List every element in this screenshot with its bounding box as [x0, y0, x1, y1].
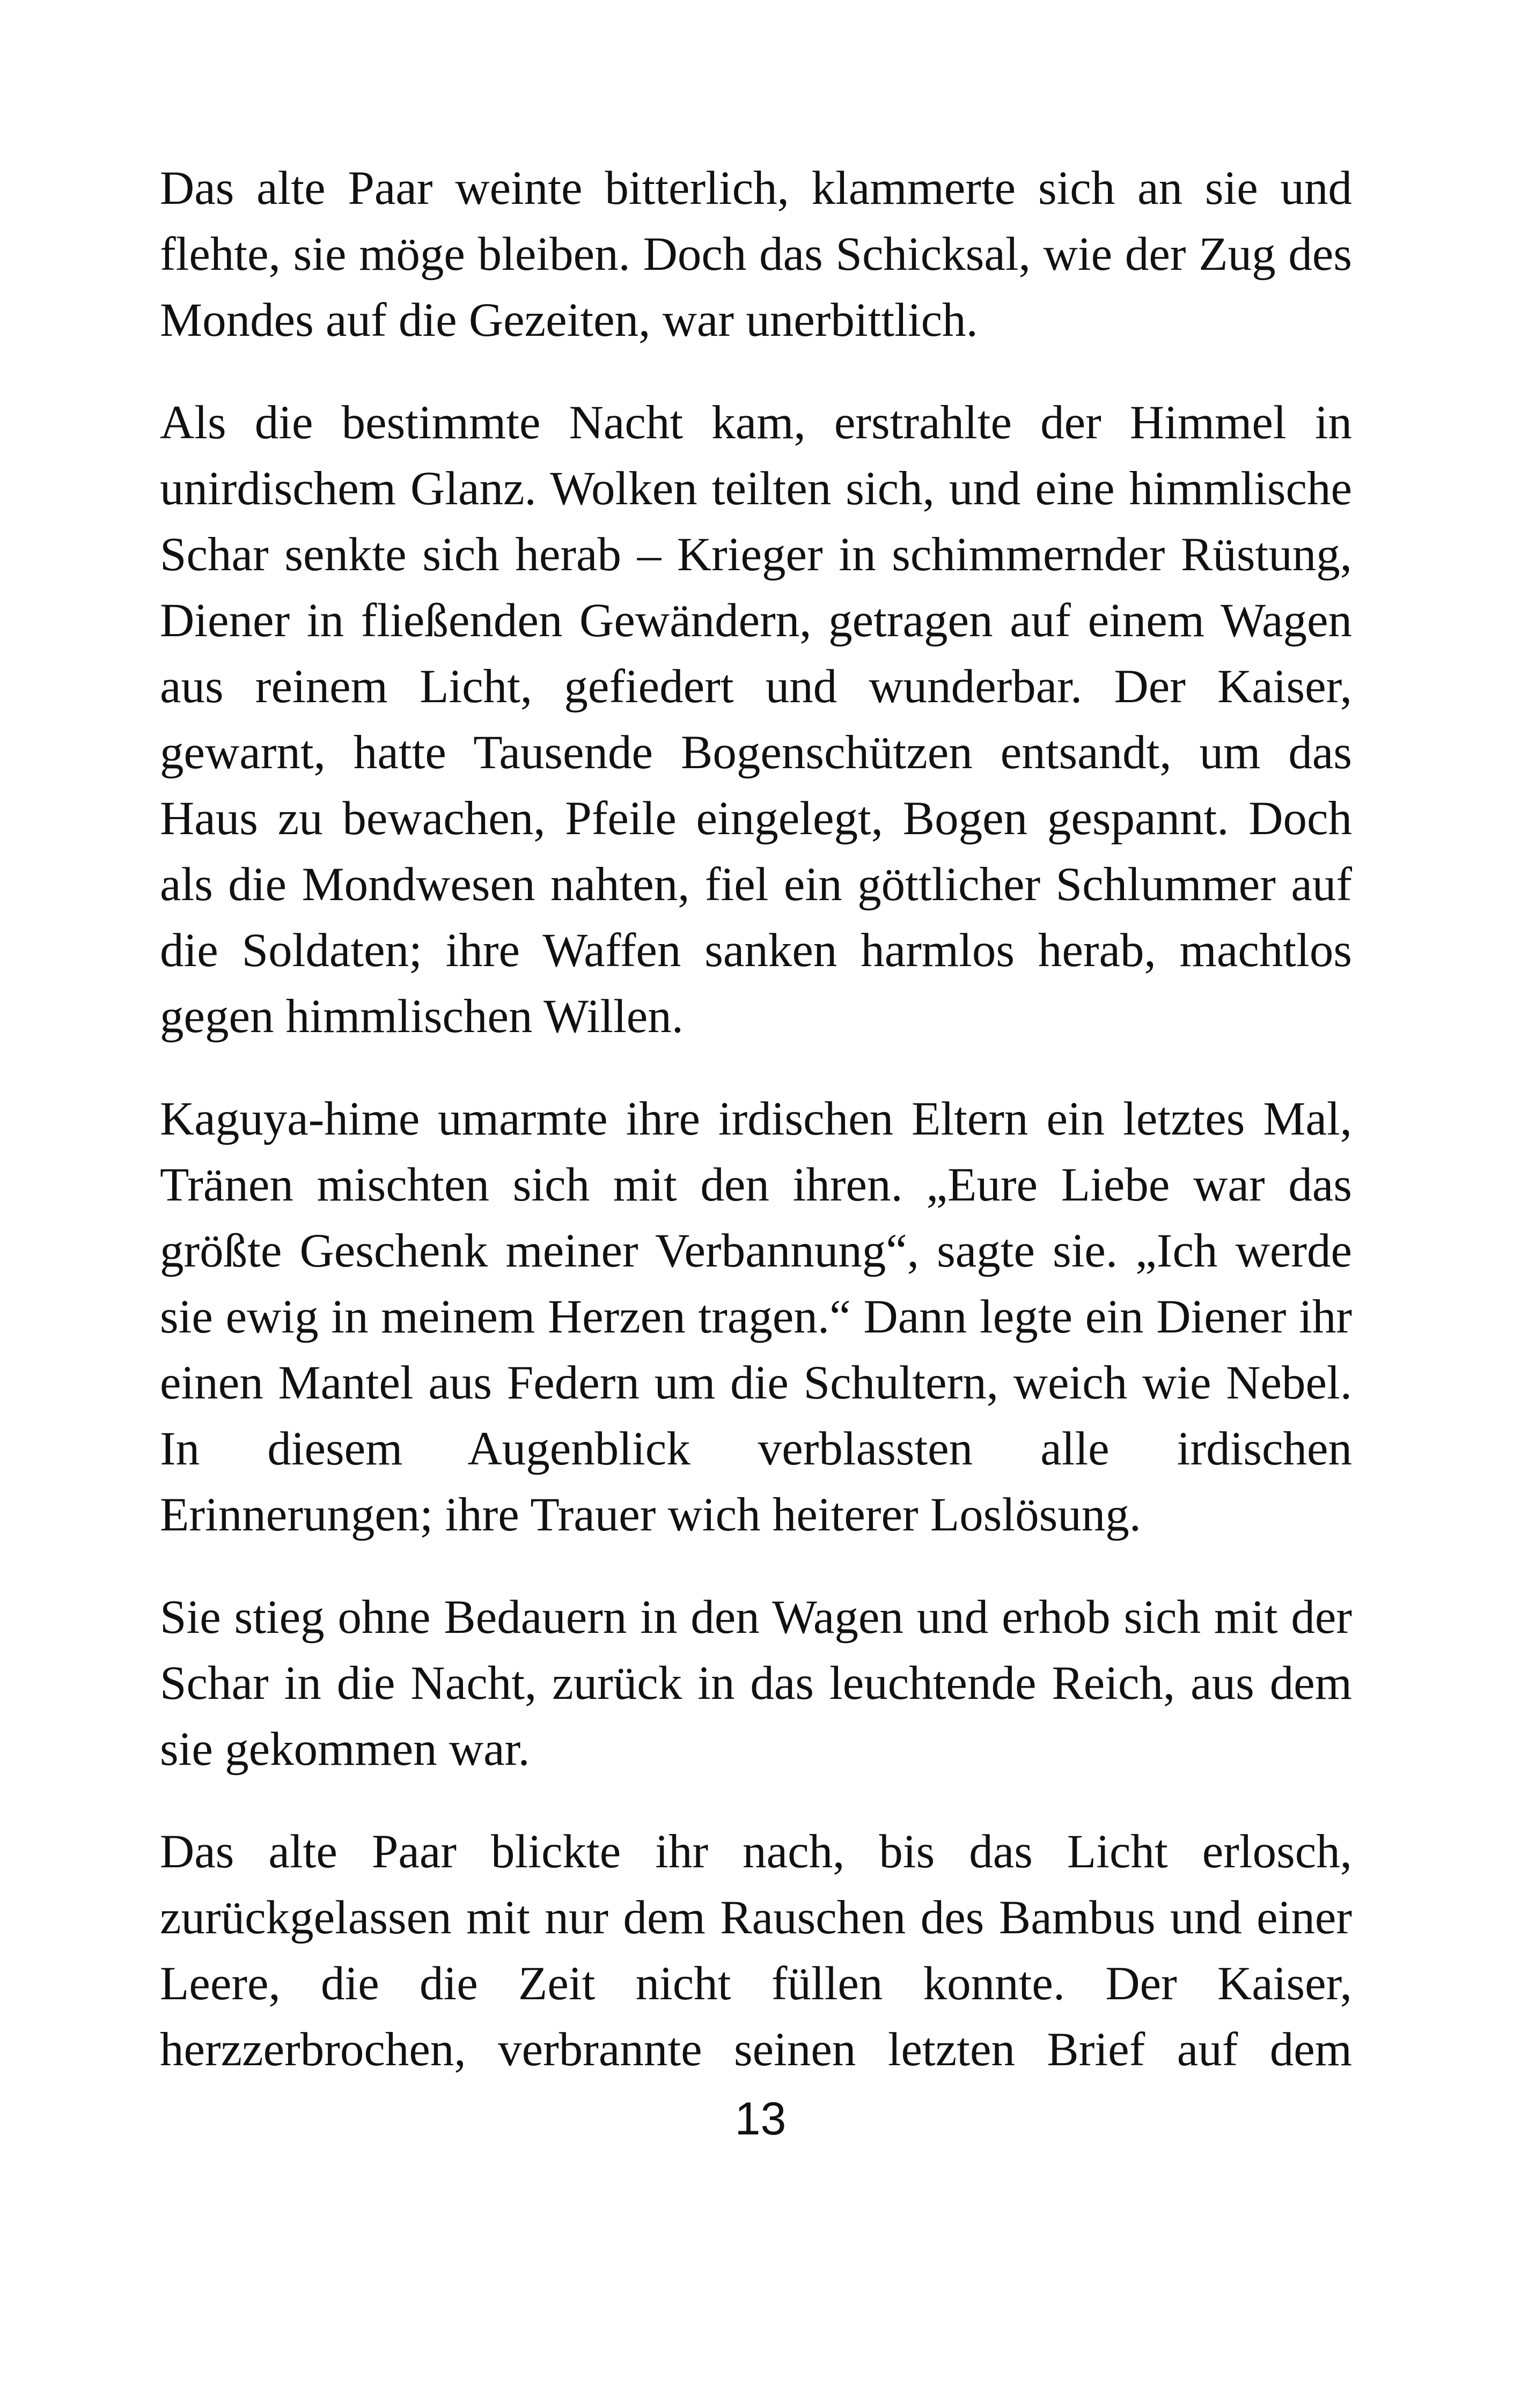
- page-number: 13: [734, 2093, 787, 2145]
- paragraph-1: Das alte Paar weinte bitterlich, klammerte sich an sie und flehte, sie möge bleiben. Doch das Schicksal, wie der Zug des Mondes auf die Gezeiten, war unerbittlich.: [160, 162, 1352, 347]
- paragraph-5: Das alte Paar blickte ihr nach, bis das Licht erlosch, zurückgelassen mit nur dem Rauschen des Bambus und einer Leere, die die Zeit nicht füllen konnte. Der Kaiser, herzzerbrochen, verbrannte seinen letzten Brief auf dem: [160, 1825, 1352, 2076]
- paragraph-4: Sie stieg ohne Bedauern in den Wagen und erhob sich mit der Schar in die Nacht, zurück in das leuchtende Reich, aus dem sie gekommen war.: [160, 1591, 1352, 1776]
- body-text: [160, 156, 1352, 2083]
- paragraph-2: Als die bestimmte Nacht kam, erstrahlte der Himmel in unirdischem Glanz. Wolken teilten sich, und eine himmlische Schar senkte sich herab – Krieger in schimmernder Rüstung, Diener in fließenden Gewändern, getragen auf einem Wagen aus reinem Licht, gefiedert und wunderbar. Der Kaiser, gewarnt, hatte Tausende Bogenschützen entsandt, um das Haus zu bewachen, Pfeile eingelegt, Bogen gespannt. Doch als die Mondwesen nahten, fiel ein göttlicher Schlummer auf die Soldaten; ihre Waffen sanken harmlos herab, machtlos gegen himmlischen Willen.: [160, 396, 1352, 1043]
- paragraph-3: Kaguya-hime umarmte ihre irdischen Eltern ein letztes Mal, Tränen mischten sich mit den ihren. „Eure Liebe war das größte Geschenk meiner Verbannung“, sagte sie. „Ich werde sie ewig in meinem Herzen tragen.“ Dann legte ein Diener ihr einen Mantel aus Federn um die Schultern, weich wie Nebel. In diesem Augenblick verblassten alle irdischen Erinnerungen; ihre Trauer wich heiterer Loslösung.: [160, 1093, 1352, 1541]
